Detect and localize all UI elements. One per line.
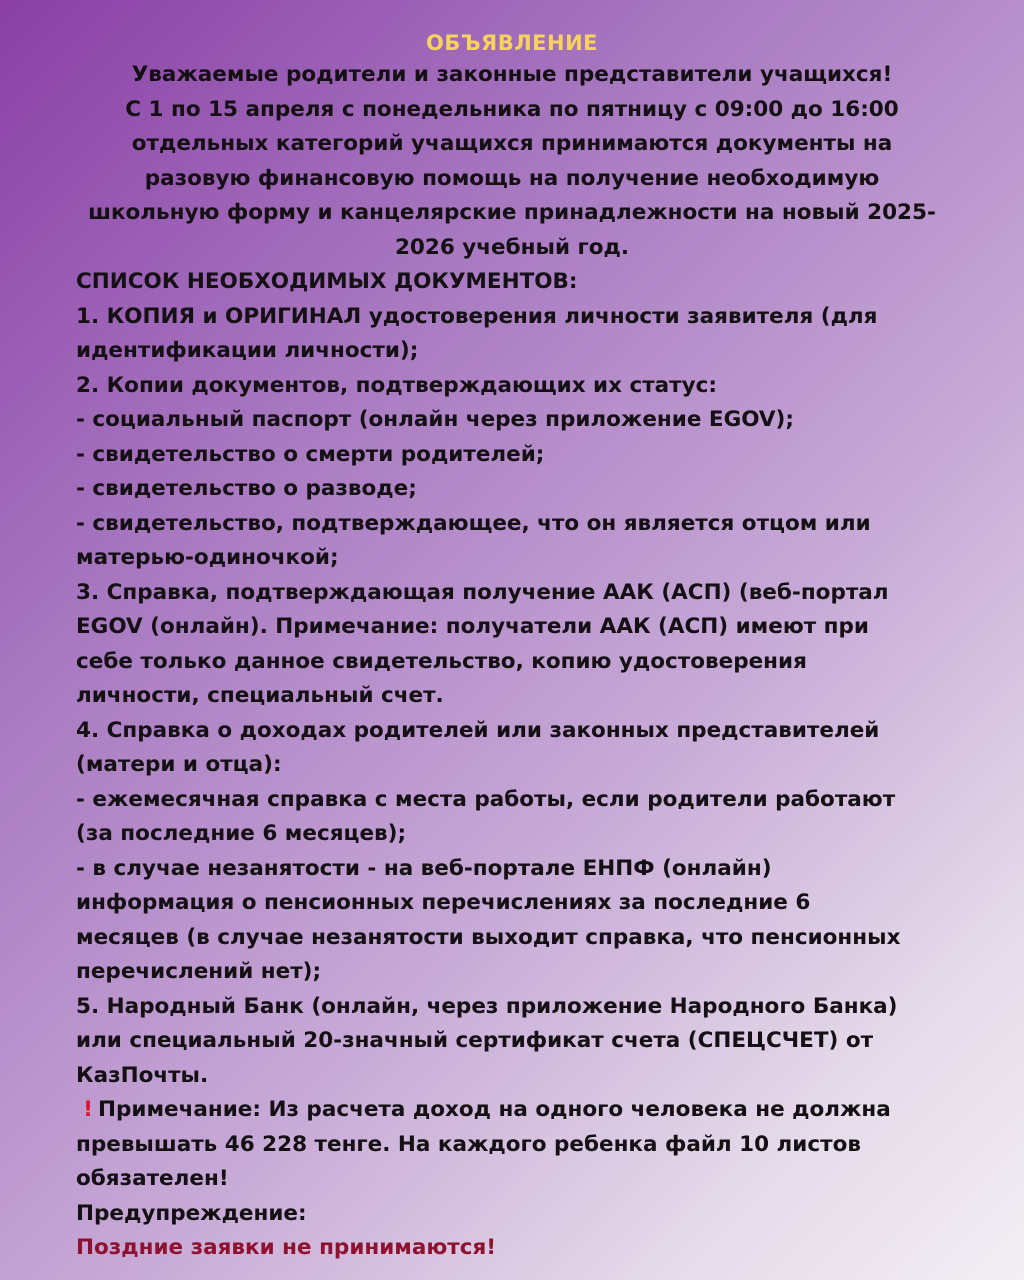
- note-text: Примечание: Из расчета доход на одного человека не должна: [98, 1097, 891, 1122]
- late-notice: Поздние заявки не принимаются!: [76, 1235, 497, 1260]
- list-item: EGOV (онлайн). Примечание: получатели ААК (АСП) имеют при: [76, 614, 869, 639]
- intro-line: разовую финансовую помощь на получение необходимую: [144, 165, 880, 191]
- list-item: КазПочты.: [76, 1062, 209, 1088]
- list-item: - социальный паспорт (онлайн через приложение EGOV);: [76, 407, 794, 432]
- announcement-title: ОБЪЯВЛЕНИЕ: [425, 31, 599, 55]
- intro-line: 2026 учебный год.: [394, 234, 630, 260]
- list-item: или специальный 20-значный сертификат счета (СПЕЦСЧЕТ) от: [76, 1028, 874, 1053]
- warning-label: Предупреждение:: [76, 1200, 307, 1226]
- documents-list: [0, 265, 976, 1266]
- intro-line: Уважаемые родители и законные представители учащихся!: [131, 62, 893, 87]
- list-item: - ежемесячная справка с места работы, если родители работают: [76, 786, 896, 812]
- list-item: перечислений нет);: [76, 959, 322, 984]
- list-item: 5. Народный Банк (онлайн, через приложение Народного Банка): [76, 993, 898, 1019]
- intro-line: С 1 по 15 апреля с понедельника по пятницу с 09:00 до 16:00: [125, 96, 899, 122]
- note-line: обязателен!: [76, 1166, 229, 1191]
- list-item: (матери и отца):: [76, 752, 282, 777]
- list-item: 3. Справка, подтверждающая получение ААК (АСП) (веб-портал: [76, 579, 889, 605]
- list-item: 1. КОПИЯ и ОРИГИНАЛ удостоверения личности заявителя (для: [76, 303, 878, 329]
- list-heading: СПИСОК НЕОБХОДИМЫХ ДОКУМЕНТОВ:: [76, 269, 578, 294]
- list-item: - свидетельство о разводе;: [76, 476, 417, 501]
- intro-paragraph: [62, 58, 962, 265]
- note-line: [76, 1093, 976, 1128]
- list-item: - свидетельство, подтверждающее, что он является отцом или: [76, 510, 871, 536]
- list-item: 4. Справка о доходах родителей или законных представителей: [76, 717, 880, 743]
- list-item: матерью-одиночкой;: [76, 545, 339, 570]
- list-item: (за последние 6 месяцев);: [76, 821, 407, 846]
- list-item: - в случае незанятости - на веб-портале ЕНПФ (онлайн): [76, 855, 772, 881]
- list-item: идентификации личности);: [76, 338, 419, 363]
- list-item: - свидетельство о смерти родителей;: [76, 441, 545, 467]
- exclamation-icon: !: [83, 1097, 93, 1122]
- list-item: личности, специальный счет.: [76, 683, 444, 708]
- intro-line: школьную форму и канцелярские принадлежности на новый 2025-: [88, 200, 936, 225]
- list-item: 2. Копии документов, подтверждающих их статус:: [76, 372, 718, 398]
- intro-line: отдельных категорий учащихся принимаются документы на: [131, 131, 893, 156]
- list-item: себе только данное свидетельство, копию удостоверения: [76, 648, 807, 674]
- note-line: превышать 46 228 тенге. На каждого ребенка файл 10 листов: [76, 1131, 861, 1157]
- list-item: информация о пенсионных перечислениях за последние 6: [76, 890, 811, 915]
- list-item: месяцев (в случае незанятости выходит справка, что пенсионных: [76, 924, 901, 950]
